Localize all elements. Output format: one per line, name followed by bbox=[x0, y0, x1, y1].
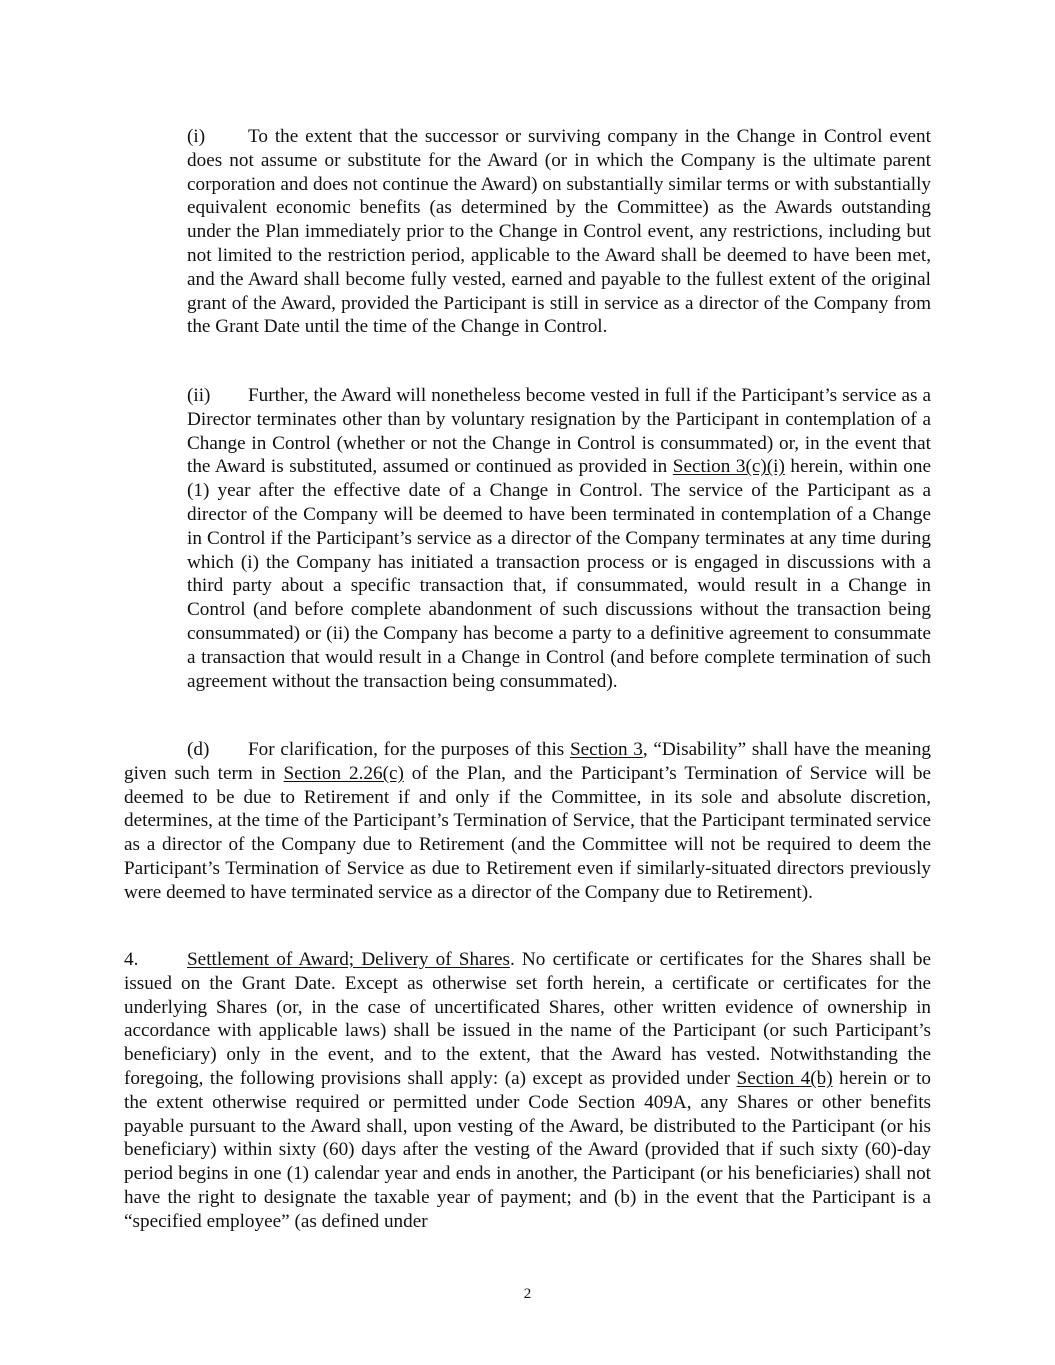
page-number: 2 bbox=[523, 1286, 532, 1302]
section-reference-link[interactable]: Section 4(b) bbox=[736, 1067, 833, 1089]
section-number: 4. bbox=[124, 949, 139, 970]
section-reference-link[interactable]: Section 3 bbox=[569, 739, 643, 760]
section-heading: Settlement of Award; Delivery of Shares bbox=[187, 949, 510, 970]
paragraph-text: . No certificate or certificates for the Shares shall be issued on the Grant Date. Except as otherwise set forth herein, a certificate or certificates for the underlying Shares (or, in the case of uncertificated Shares, other written evidence of ownership in accordance with applicable laws) shall be issued in the name of the Participant (or such Participant’s beneficiary) only in the event, and to the extent, that the Award has vested. Notwithstanding the foregoing, the following provisions shall apply: (a) except as provided under bbox=[124, 949, 931, 1089]
paragraph-label: (i) bbox=[187, 126, 206, 147]
paragraph-text: herein, within one (1) year after the effective date of a Change in Control. The service of the Participant as a director of the Company will be deemed to have been terminated in contemplation of a Change in Control if the Participant’s service as a director of the Company terminates at any time during which (i) the Company has initiated a transaction process or is engaged in discussions with a third party about a specific transaction that, if consummated, would result in a Change in Control (and before complete abandonment of such discussions without the transaction being consummated) or (ii) the Company has become a party to a definitive agreement to consummate a transaction that would result in a Change in Control (and before complete termination of such agreement without the transaction being consummated). bbox=[187, 456, 931, 692]
section-4-paragraph bbox=[124, 948, 931, 1234]
paragraph-label: (d) bbox=[187, 739, 210, 760]
paragraph-text: of the Plan, and the Participant’s Termination of Service will be deemed to be due to Retirement if and only if the Committee, in its sole and absolute discretion, determines, at the time of the Participant’s Termination of Service, that the Participant terminated service as a director of the Company due to Retirement (and the Committee will not be required to deem the Participant’s Termination of Service as due to Retirement even if similarly-situated directors previously were deemed to have terminated service as a director of the Company due to Retirement). bbox=[124, 762, 931, 903]
paragraph-text: , “Disability” shall have the meaning given such term in bbox=[124, 739, 932, 784]
paragraph-3c-i bbox=[187, 125, 931, 339]
paragraph-text: herein or to the extent otherwise required or permitted under Code Section 409A, any Shares or other benefits payable pursuant to the Award shall, upon vesting of the Award, be distributed to the Participant (or his beneficiary) within sixty (60) days after the vesting of the Award (provided that if such sixty (60)-day period begins in one (1) calendar year and ends in another, the Participant (or his beneficiaries) shall not have the right to designate the taxable year of payment; and (b) in the event that the Participant is a “specified employee” (as defined under bbox=[124, 1067, 931, 1232]
paragraph-text: Further, the Award will nonetheless become vested in full if the Participant’s service as a Director terminates other than by voluntary resignation by the Participant in contemplation of a Change in Control (whether or not the Change in Control is consummated) or, in the event that the Award is substituted, assumed or continued as provided in bbox=[187, 385, 931, 478]
paragraph-label: (ii) bbox=[187, 385, 211, 406]
paragraph-3c-ii bbox=[187, 384, 931, 693]
section-reference-link[interactable]: Section 2.26(c) bbox=[283, 762, 404, 784]
paragraph-text: To the extent that the successor or surviving company in the Change in Control event does not assume or substitute for the Award (or in which the Company is the ultimate parent corporation and does not continue the Award) on substantially similar terms or with substantially equivalent economic benefits (as determined by the Committee) as the Awards outstanding under the Plan immediately prior to the Change in Control event, any restrictions, including but not limited to the restriction period, applicable to the Award shall be deemed to have been met, and the Award shall become fully vested, earned and payable to the fullest extent of the original grant of the Award, provided the Participant is still in service as a director of the Company from the Grant Date until the time of the Change in Control. bbox=[187, 126, 931, 338]
paragraph-text: For clarification, for the purposes of this bbox=[248, 739, 570, 760]
section-reference-link[interactable]: Section 3(c)(i) bbox=[672, 456, 785, 478]
paragraph-3d bbox=[124, 738, 931, 905]
